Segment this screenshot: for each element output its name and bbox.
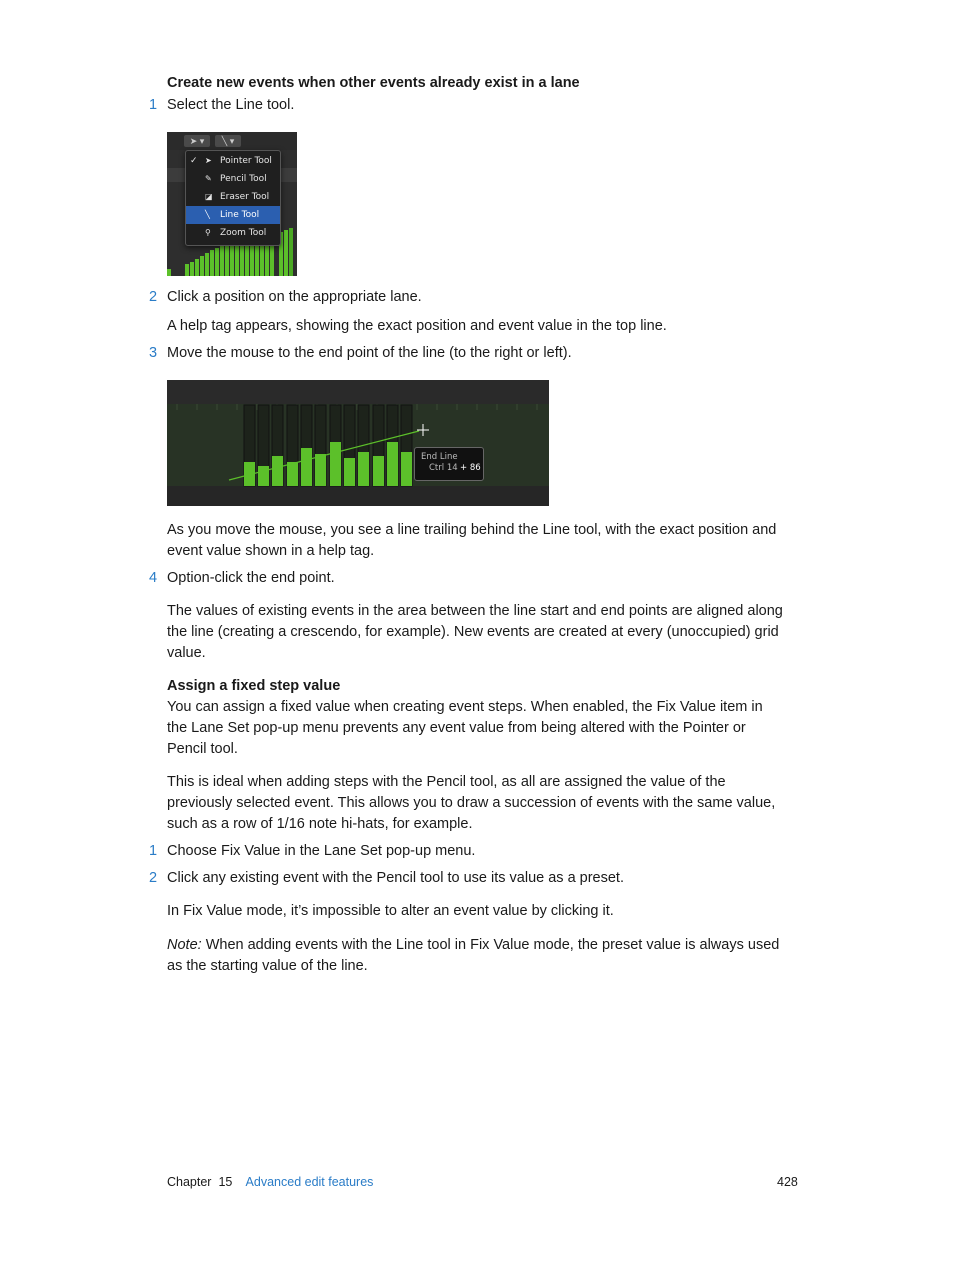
tool-dropdown-menu — [185, 150, 281, 246]
help-tag-value: + 86 — [460, 463, 481, 473]
footer-chapter-label: Chapter — [167, 1175, 212, 1189]
help-tag-controller: Ctrl 14 — [429, 463, 458, 473]
menu-item-pencil-tool[interactable] — [186, 170, 280, 188]
menu-item-label: Eraser Tool — [220, 192, 270, 202]
step-text: Choose Fix Value in the Lane Set pop-up menu. — [167, 843, 476, 859]
footer-chapter — [167, 1174, 373, 1190]
line-tool-icon: ╲ ▾ — [221, 136, 235, 146]
crosshair-cursor-icon — [417, 424, 429, 436]
body-paragraph: A help tag appears, showing the exact position and event value in the top line. — [167, 318, 667, 334]
page-number: 428 — [777, 1175, 798, 1189]
help-tag — [414, 447, 484, 481]
pencil-icon: ✎ — [205, 174, 212, 183]
body-paragraph: In Fix Value mode, it’s impossible to alter an event value by clicking it. — [167, 903, 614, 919]
step-number: 2 — [149, 870, 158, 886]
step-number: 2 — [149, 289, 158, 305]
help-tag-title: End Line — [421, 452, 458, 462]
note-text: When adding events with the Line tool in Fix Value mode, the preset value is always used as the starting value of the line. — [167, 937, 780, 974]
menu-item-pointer-tool[interactable] — [186, 152, 280, 170]
step-text: Click a position on the appropriate lane. — [167, 289, 422, 305]
step-number: 4 — [149, 570, 158, 586]
step-number: 1 — [149, 97, 158, 113]
menu-item-line-tool[interactable] — [186, 206, 280, 224]
menu-item-label: Line Tool — [220, 210, 260, 220]
section-heading: Assign a fixed step value — [167, 678, 341, 694]
pointer-arrow-icon: ➤ ▾ — [189, 136, 205, 146]
step-text: Select the Line tool. — [167, 97, 295, 113]
footer-chapter-link[interactable]: Advanced edit features — [245, 1175, 374, 1189]
step-number: 3 — [149, 345, 158, 361]
step-text: Move the mouse to the end point of the line (to the right or left). — [167, 345, 572, 361]
note-paragraph — [167, 935, 797, 977]
eraser-icon: ◪ — [205, 192, 213, 201]
pointer-icon: ➤ — [205, 156, 212, 165]
step-number: 1 — [149, 843, 158, 859]
step-text: Click any existing event with the Pencil tool to use its value as a preset. — [167, 870, 624, 886]
body-paragraph: As you move the mouse, you see a line trailing behind the Line tool, with the exact position and event value shown in a help tag. — [167, 522, 777, 559]
body-paragraph: This is ideal when adding steps with the Pencil tool, as all are assigned the value of the previously selected event. This allows you to draw a succession of events with the same value, such as a row of 1/16 note hi-hats, for example. — [167, 774, 776, 832]
menu-item-label: Pencil Tool — [220, 174, 267, 184]
event-lane-graphic — [167, 380, 549, 506]
menu-item-eraser-tool[interactable] — [186, 188, 280, 206]
note-label: Note: — [167, 937, 202, 953]
step-text: Option-click the end point. — [167, 570, 335, 586]
tool-menu-screenshot — [167, 132, 297, 276]
footer-chapter-number: 15 — [218, 1175, 233, 1189]
line-tool-screenshot — [167, 380, 549, 506]
menu-item-zoom-tool[interactable] — [186, 224, 280, 242]
body-paragraph: The values of existing events in the area between the line start and end points are aligned along the line (creating a crescendo, for example). New events are created at every (unoccupied) grid value. — [167, 603, 783, 661]
section-heading: Create new events when other events already exist in a lane — [167, 75, 580, 91]
body-paragraph: You can assign a fixed value when creating event steps. When enabled, the Fix Value item in the Lane Set pop-up menu prevents any event value from being altered with the Pointer or Pencil tool. — [167, 699, 763, 757]
checkmark-icon: ✓ — [190, 156, 198, 166]
menu-item-label: Pointer Tool — [220, 156, 272, 166]
line-icon: ╲ — [205, 210, 210, 219]
menu-item-label: Zoom Tool — [220, 228, 267, 238]
magnifier-icon: ⚲ — [205, 228, 211, 237]
